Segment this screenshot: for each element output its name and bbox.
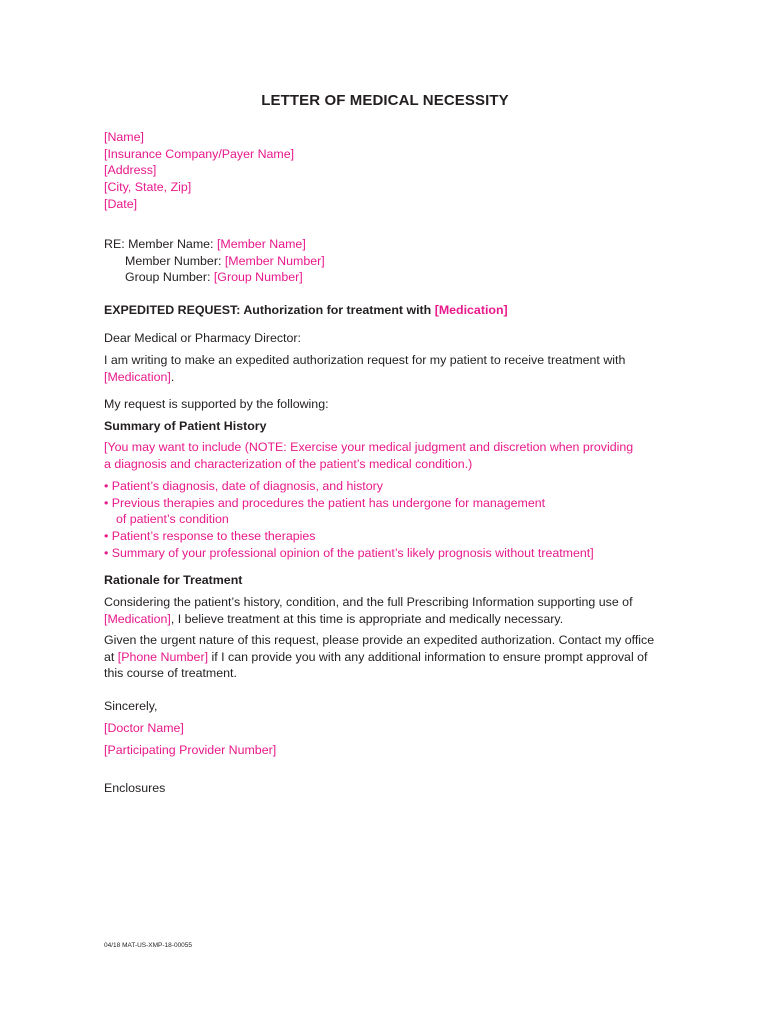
summary-note-line-1: [You may want to include (NOTE: Exercise your medical judgment and discretion when providing (104, 440, 634, 454)
bullet-item: • Previous therapies and procedures the patient has undergone for management (104, 495, 546, 510)
page-title: LETTER OF MEDICAL NECESSITY (261, 92, 509, 109)
re-member-number (104, 253, 664, 270)
provider-number: [Participating Provider Number] (104, 743, 277, 757)
footer-code: 04/18 MAT-US-XMP-18-00055 (104, 942, 193, 949)
re-member-name (104, 236, 664, 253)
re-member-number-label: Member Number: (125, 253, 222, 268)
expedited-text: Authorization for treatment with (243, 303, 432, 317)
bullet-item: • Summary of your professional opinion of the patient’s likely prognosis without treatment] (104, 545, 594, 560)
salutation: Dear Medical or Pharmacy Director: (104, 331, 301, 345)
enclosures: Enclosures (104, 781, 166, 795)
doctor-name: [Doctor Name] (104, 721, 184, 735)
summary-heading: Summary of Patient History (104, 419, 267, 433)
rationale-heading: Rationale for Treatment (104, 573, 243, 587)
intro-medication: [Medication] (104, 369, 171, 384)
urgent-line-3: this course of treatment. (104, 666, 237, 681)
summary-note-line-2: a diagnosis and characterization of the patient’s medical condition.) (104, 456, 473, 471)
summary-bullets (104, 478, 664, 562)
letter-date: [Date] (104, 196, 138, 211)
expedited-label: EXPEDITED REQUEST: (104, 303, 241, 317)
expedited-medication: [Medication] (434, 303, 508, 317)
re-member-number-value: [Member Number] (224, 253, 325, 268)
intro-paragraph (104, 352, 664, 385)
recipient-company: [Insurance Company/Payer Name] (104, 146, 295, 161)
rationale-line-1: Considering the patient’s history, condition, and the full Prescribing Information supporting use of (104, 595, 633, 609)
urgent-line-2: if I can provide you with any additional information to ensure prompt approval of (211, 649, 648, 664)
expedited-request (104, 302, 664, 319)
phone-number: [Phone Number] (117, 649, 209, 664)
re-group-number (104, 269, 664, 286)
urgent-line-1: Given the urgent nature of this request, please provide an expedited authorization. Contact my office (104, 633, 655, 647)
supported-text: My request is supported by the following: (104, 397, 329, 411)
intro-end: . (170, 369, 175, 384)
re-member-name-label: RE: Member Name: (104, 237, 214, 251)
intro-text: I am writing to make an expedited authorization request for my patient to receive treatment with (104, 353, 626, 367)
urgent-at: at (104, 649, 115, 664)
rationale-paragraph (104, 594, 664, 627)
bullet-item-continued: of patient’s condition (116, 512, 229, 527)
rationale-medication: [Medication] (104, 611, 171, 626)
re-group-number-label: Group Number: (125, 270, 211, 285)
bullet-item: • Patient’s diagnosis, date of diagnosis, and history (104, 479, 383, 493)
rationale-line-2: , I believe treatment at this time is appropriate and medically necessary. (170, 611, 564, 626)
recipient-city: [City, State, Zip] (104, 180, 192, 195)
re-group-number-value: [Group Number] (213, 270, 303, 285)
re-member-name-value: [Member Name] (216, 237, 306, 251)
summary-note (104, 439, 664, 472)
address-block (104, 129, 664, 213)
recipient-address: [Address] (104, 163, 157, 178)
bullet-item: • Patient’s response to these therapies (104, 529, 316, 544)
urgent-paragraph (104, 632, 664, 682)
sincerely: Sincerely, (104, 699, 158, 713)
recipient-name: [Name] (104, 130, 144, 144)
re-block (104, 236, 664, 286)
